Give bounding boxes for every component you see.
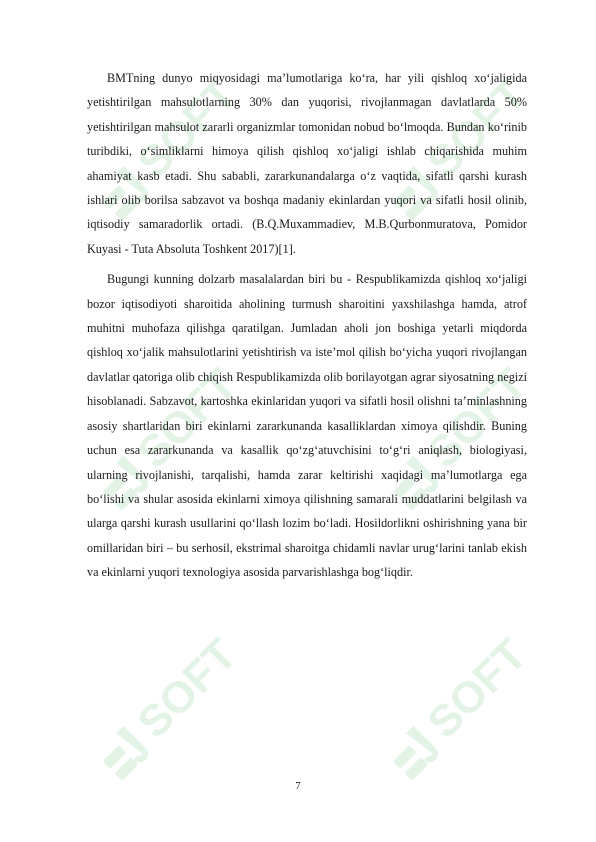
watermark-logo-icon: [350, 600, 560, 810]
document-body: [87, 66, 527, 591]
svg-text:SOFT: SOFT: [128, 69, 247, 188]
svg-text:SOFT: SOFT: [418, 69, 537, 188]
page-number: 7: [295, 780, 301, 792]
svg-text:SOFT: SOFT: [128, 629, 247, 748]
paragraph: BMTning dunyo miqyosidagi ma’lumotlariga ko‘ra, har yili qishloq xo‘jaligida yetishtirilgan mahsulotlarning 30% dan yuqorisi, rivojlanmagan davlatlarda 50% yetishtirilgan mahsulot zararli organizmlar tomonidan nobud bo‘lmoqda. Bundan ko‘rinib turibdiki, o‘simliklarni himoya qilish qishloq xo‘jaligi ishlab chiqarishida muhim ahamiyat kasb etadi. Shu sababli, zararkunandalarga o‘z vaqtida, sifatli qarshi kurash ishlari olib borilsa sabzavot va boshqa madaniy ekinlardan yuqori va sifatli hosil olinib, iqtisodiy samaradorlik ortadi. (B.Q.Muxammadiev, M.B.Qurbonmuratova, Pomidor Kuyasi - Tuta Absoluta Toshkent 2017)[1].: [87, 71, 527, 256]
svg-text:SOFT: SOFT: [418, 359, 537, 478]
svg-text:SOFT: SOFT: [418, 629, 537, 748]
paragraph: Bugungi kunning dolzarb masalalardan biri bu - Respublikamizda qishloq xo‘jaligi bozor iqtisodiyoti sharoitida aholining turmush sharoitini yaxshilashga hamda, atrof muhitni muhofaza qilishga qaratilgan. Jumladan aholi jon boshiga yetarli miqdorda qishloq xo‘jalik mahsulotlarini yetishtirish va iste’mol qilish bo‘yicha yuqori rivojlangan davlatlar qatoriga olib chiqish Respublikamizda olib borilayotgan agrar siyosatning negizi hisoblanadi. Sabzavot, kartoshka ekinlaridan yuqori va sifatli hosil olishni ta’minlashning asosiy shartlaridan biri ekinlarni zararkunanda kasalliklardan ximoya qilishdir. Buning uchun esa zararkunanda va kasallik qo‘zg‘atuvchisini to‘g‘ri aniqlash, biologiyasi, ularning rivojlanishi, tarqalishi, hamda zarar keltirishi xaqidagi ma’lumotlarga ega bo‘lishi va shular asosida ekinlarni ximoya qilishning samarali muddatlarini belgilash va ularga qarshi kurash usullarini qo‘llash lozim bo‘ladi. Hosildorlikni oshirishning yana bir omillaridan biri – bu serhosil, ekstrimal sharoitga chidamli navlar urug‘larini tanlab ekish va ekinlarni yuqori texnologiya asosida parvarishlashga bog‘liqdir.: [87, 272, 527, 580]
watermark-logo-icon: [60, 600, 270, 810]
svg-text:SOFT: SOFT: [128, 359, 247, 478]
